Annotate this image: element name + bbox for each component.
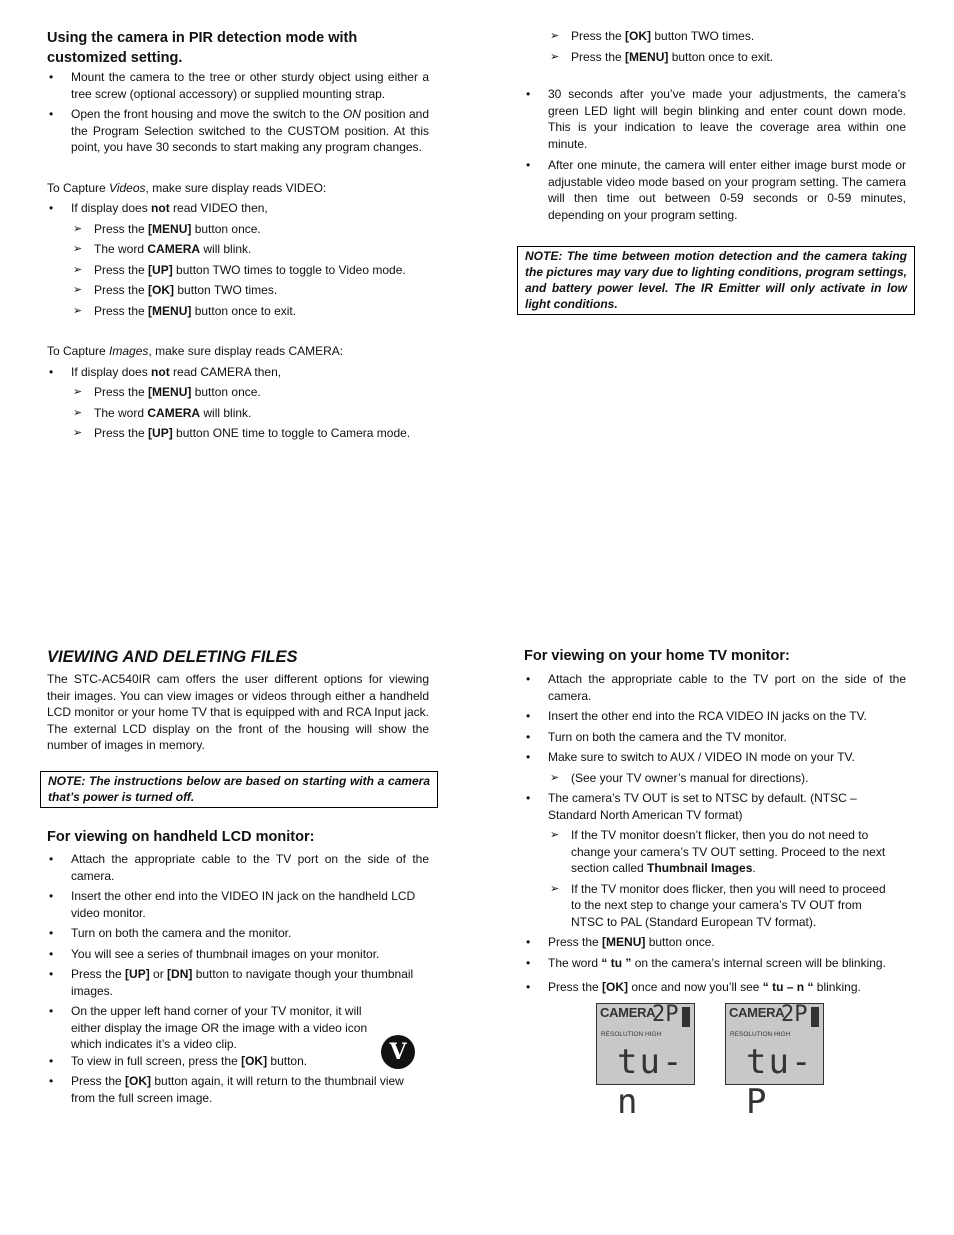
pir-continued [524,28,906,223]
pir-heading: Using the camera in PIR detection mode with customized setting. [47,30,358,66]
battery-icon [682,1007,690,1027]
lcd-display-ntsc [596,1002,695,1122]
lcd-heading: For viewing on handheld LCD monitor: [47,829,315,845]
arrow-icon: ➢ [550,30,560,42]
list-item: • Press the [MENU] button once. [524,934,906,951]
power-note: NOTE: The instructions below are based on starting with a camera that’s power is turned off. [40,771,438,808]
list-item: ➢ Press the [MENU] button once to exit. [73,303,297,318]
list-item: • 30 seconds after you’ve made your adjustments, the camera’s green LED light will begin blinking and enter count down mode. This is your indication to leave the coverage area within one minute. [524,86,906,152]
video-intro: To Capture Videos, make sure display reads VIDEO: [47,180,327,195]
arrow-icon: ➢ [73,263,83,276]
battery-icon [811,1007,819,1027]
list-item: ➢ Press the [MENU] button once. [73,221,261,236]
arrow-icon: ➢ [550,50,560,63]
pir-section [47,28,429,442]
arrow-icon: ➢ [73,284,83,296]
list-item: • Open the front housing and move the switch to the ON position and the Program Selection switched to the CUSTOM position. At this point, you have 30 seconds to start making any program changes. [47,106,429,156]
list-item: ➢ The word CAMERA will blink. [73,405,252,420]
lcd-label: CAMERA [600,1005,656,1020]
list-item: ➢ Press the [MENU] button once to exit. [550,49,774,64]
arrow-icon: ➢ [73,304,83,317]
v-logo-icon: V [381,1035,415,1069]
arrow-icon: ➢ [550,882,560,895]
list-item: ➢ If the TV monitor does flicker, then you will need to proceed to the next step to change your camera’s TV OUT from NTSC to PAL (Standard European TV format). [550,881,886,929]
arrow-icon: ➢ [73,243,83,255]
list-item: • Insert the other end into the RCA VIDEO IN jacks on the TV. [524,708,906,725]
viewing-intro: The STC-AC540IR cam offers the user different options for viewing their images. You can view images or videos through either a handheld LCD monitor or your home TV that is equipped with and RCA Input jack. The external LCD display on the front of the housing will show the number of images in memory. [47,672,429,752]
lcd-count: 2P [781,1002,808,1027]
section-title: VIEWING AND DELETING FILES [47,648,298,666]
arrow-icon: ➢ [73,222,83,235]
list-item: ➢ Press the [MENU] button once. [73,385,261,399]
list-item: • Press the [OK] once and now you’ll see “ tu – n “ blinking. [524,979,906,996]
list-item: • Insert the other end into the VIDEO IN jack on the handheld LCD video monitor. [47,888,429,921]
list-item: • On the upper left hand corner of your TV monitor, it will either display the image OR the image with a video icon which indicates it’s a video clip. [47,1003,389,1053]
list-item: • Press the [UP] or [DN] button to navigate though your thumbnail images. [47,966,429,999]
list-item: • Turn on both the camera and the monitor. [47,925,429,942]
list-item: ➢ The word CAMERA will blink. [73,242,252,256]
lcd-segment-text: tu-n [617,1042,685,1122]
list-item: ➢ Press the [OK] button TWO times. [550,29,755,43]
lcd-resolution: RESOLUTION HIGH [601,1031,662,1038]
list-item: • Attach the appropriate cable to the TV port on the side of the camera. [524,671,906,704]
arrow-icon: ➢ [550,829,560,841]
list-item: • The word “ tu ” on the camera’s internal screen will be blinking. [524,955,906,972]
list-item: ➢ Press the [UP] button ONE time to toggle to Camera mode. [73,426,411,440]
list-item: • You will see a series of thumbnail images on your monitor. [47,946,429,963]
list-item: • The camera’s TV OUT is set to NTSC by default. (NTSC – Standard North American TV format) [524,790,906,823]
lcd-count: 2P [652,1002,679,1027]
list-item: ➢ Press the [OK] button TWO times. [73,283,278,297]
tv-heading: For viewing on your home TV monitor: [524,648,790,664]
viewing-section [47,647,429,754]
list-item: ➢ (See your TV owner’s manual for directions). [550,770,809,785]
list-item: ➢ Press the [UP] button TWO times to toggle to Video mode. [73,262,406,277]
list-item: ➢ If the TV monitor doesn’t flicker, then you do not need to change your camera’s TV OUT setting. Proceed to the next section called Thumbnail Images. [550,828,886,875]
lcd-resolution: RESOLUTION HIGH [730,1031,791,1038]
list-item: • Mount the camera to the tree or other sturdy object using either a tree screw (optional accessory) or supplied mounting strap. [47,69,429,102]
lcd-segment-text: tu-P [746,1042,814,1122]
list-item: • If display does not read VIDEO then, [47,200,429,217]
tv-section [524,646,906,996]
list-item: • Press the [OK] button again, it will return to the thumbnail view from the full screen image. [47,1073,429,1106]
list-item: • Make sure to switch to AUX / VIDEO IN mode on your TV. [524,749,906,766]
image-intro: To Capture Images, make sure display reads CAMERA: [47,344,344,358]
list-item: • To view in full screen, press the [OK] button. [47,1053,429,1070]
arrow-icon: ➢ [73,427,83,439]
arrow-icon: ➢ [550,771,560,784]
arrow-icon: ➢ [73,406,83,419]
lcd-display-pal [725,1002,824,1122]
arrow-icon: ➢ [73,386,83,398]
list-item: • If display does not read CAMERA then, [47,364,429,381]
list-item: • Attach the appropriate cable to the TV port on the side of the camera. [47,851,429,884]
lcd-section [47,827,429,1106]
timing-note: NOTE: The time between motion detection and the camera taking the pictures may vary due to lighting conditions, program settings, and battery power level. The IR Emitter will only activate in low light conditions. [517,246,915,315]
lcd-label: CAMERA [729,1005,785,1020]
list-item: • Turn on both the camera and the TV monitor. [524,729,906,746]
list-item: • After one minute, the camera will enter either image burst mode or adjustable video mode based on your program setting. The camera will then time out between 0-59 seconds or 0-59 minutes, depending on your program setting. [524,157,906,223]
